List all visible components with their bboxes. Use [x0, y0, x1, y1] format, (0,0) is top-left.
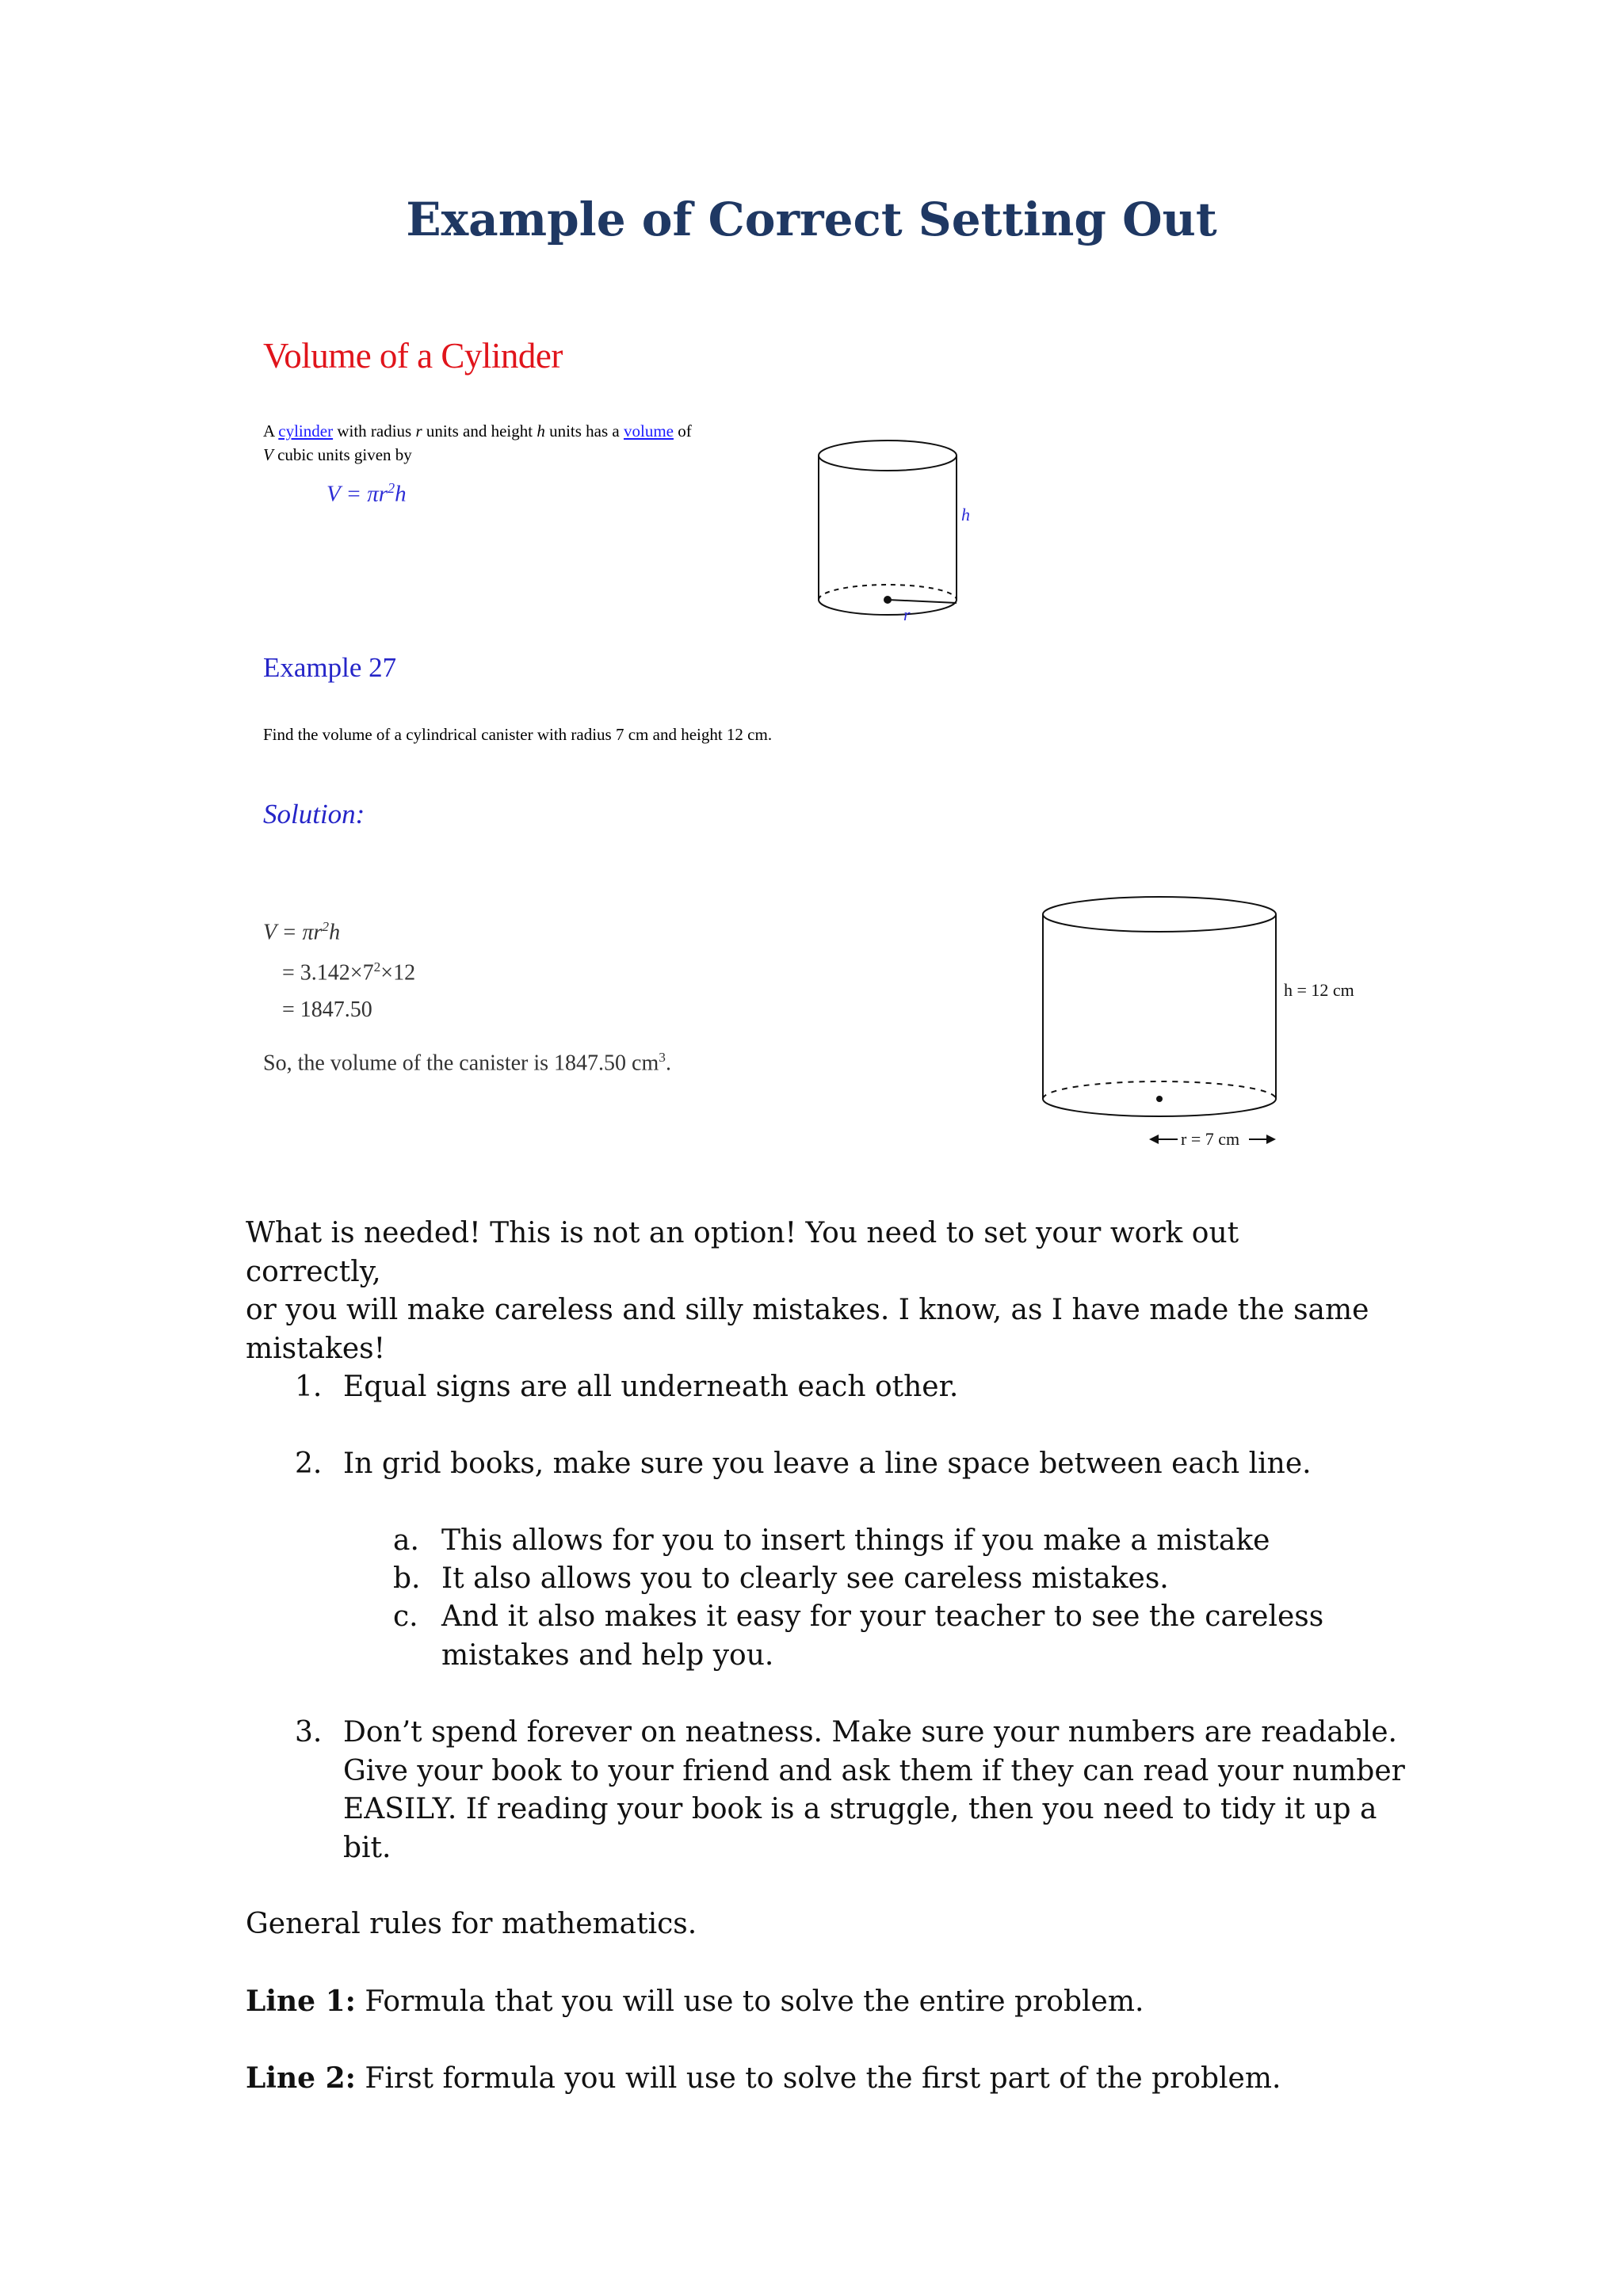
- sublist-marker-c: c.: [393, 1600, 418, 1633]
- canister-radius-label: r = 7 cm: [1181, 1129, 1240, 1149]
- sublist-item-c: And it also makes it easy for your teacher to see the careless mistakes and help you.: [441, 1600, 1324, 1672]
- list-marker-3: 3.: [295, 1716, 323, 1749]
- solution-line-2: = $3.142\times 7^2\times 12$: [282, 959, 416, 986]
- intro-paragraph: What is needed! This is not an option! You need to set your work out correctly, or you will make careless and silly mistakes. I know, as I have made the same mistakes!: [246, 1217, 1369, 1365]
- solution-line-1: $V = \pi r^2h$: [263, 919, 341, 945]
- sublist-marker-b: b.: [393, 1562, 421, 1595]
- sublist-marker-a: a.: [393, 1524, 419, 1557]
- cylinder-diagram: [816, 432, 1030, 630]
- rule-line-2: Line 2: First formula you will use to solve the first part of the problem.: [246, 2061, 1281, 2095]
- solution-heading: Solution:: [263, 799, 365, 830]
- canister-height-label: h = 12 cm: [1284, 980, 1354, 1000]
- list-marker-2: 2.: [295, 1447, 323, 1480]
- list-item-3: Don’t spend forever on neatness. Make sure your numbers are readable. Give your book to your friend and ask them if they can read your number EASILY. If reading your book is a struggle, then you need to tidy it up a bit.: [343, 1716, 1405, 1864]
- list-item-1: Equal signs are all underneath each other.: [343, 1371, 959, 1403]
- list-marker-1: 1.: [295, 1371, 323, 1403]
- example-question: Find the volume of a cylindrical canister with radius 7 cm and height 12 cm.: [263, 725, 773, 744]
- general-rules-heading: General rules for mathematics.: [246, 1908, 697, 1940]
- canister-diagram: [1038, 883, 1403, 1153]
- page-title: Example of Correct Setting Out: [406, 193, 1217, 246]
- example-heading: Example 27: [263, 652, 397, 683]
- rule-line-1: Line 1: Formula that you will use to solve the entire problem.: [246, 1985, 1144, 2018]
- sublist-item-a: This allows for you to insert things if you make a mistake: [441, 1524, 1270, 1557]
- excerpt-heading: Volume of a Cylinder: [263, 336, 563, 376]
- textbook-excerpt: [254, 313, 1395, 1169]
- height-label: h: [961, 505, 970, 524]
- sublist-item-b: It also allows you to clearly see careless mistakes.: [441, 1562, 1169, 1595]
- radius-label: r: [903, 605, 911, 624]
- list-item-2: In grid books, make sure you leave a line space between each line.: [343, 1447, 1312, 1480]
- volume-link[interactable]: volume: [623, 421, 674, 441]
- volume-formula: $V = \pi r^2h$: [327, 480, 407, 507]
- solution-conclusion: So, the volume of the canister is 1847.50 $cm^3$.: [263, 1050, 671, 1076]
- solution-line-3: = 1847.50: [282, 997, 372, 1022]
- cylinder-link[interactable]: cylinder: [278, 421, 334, 441]
- cylinder-definition: A cylinder with radius r units and height h units has a volume of V cubic units given by: [263, 421, 692, 464]
